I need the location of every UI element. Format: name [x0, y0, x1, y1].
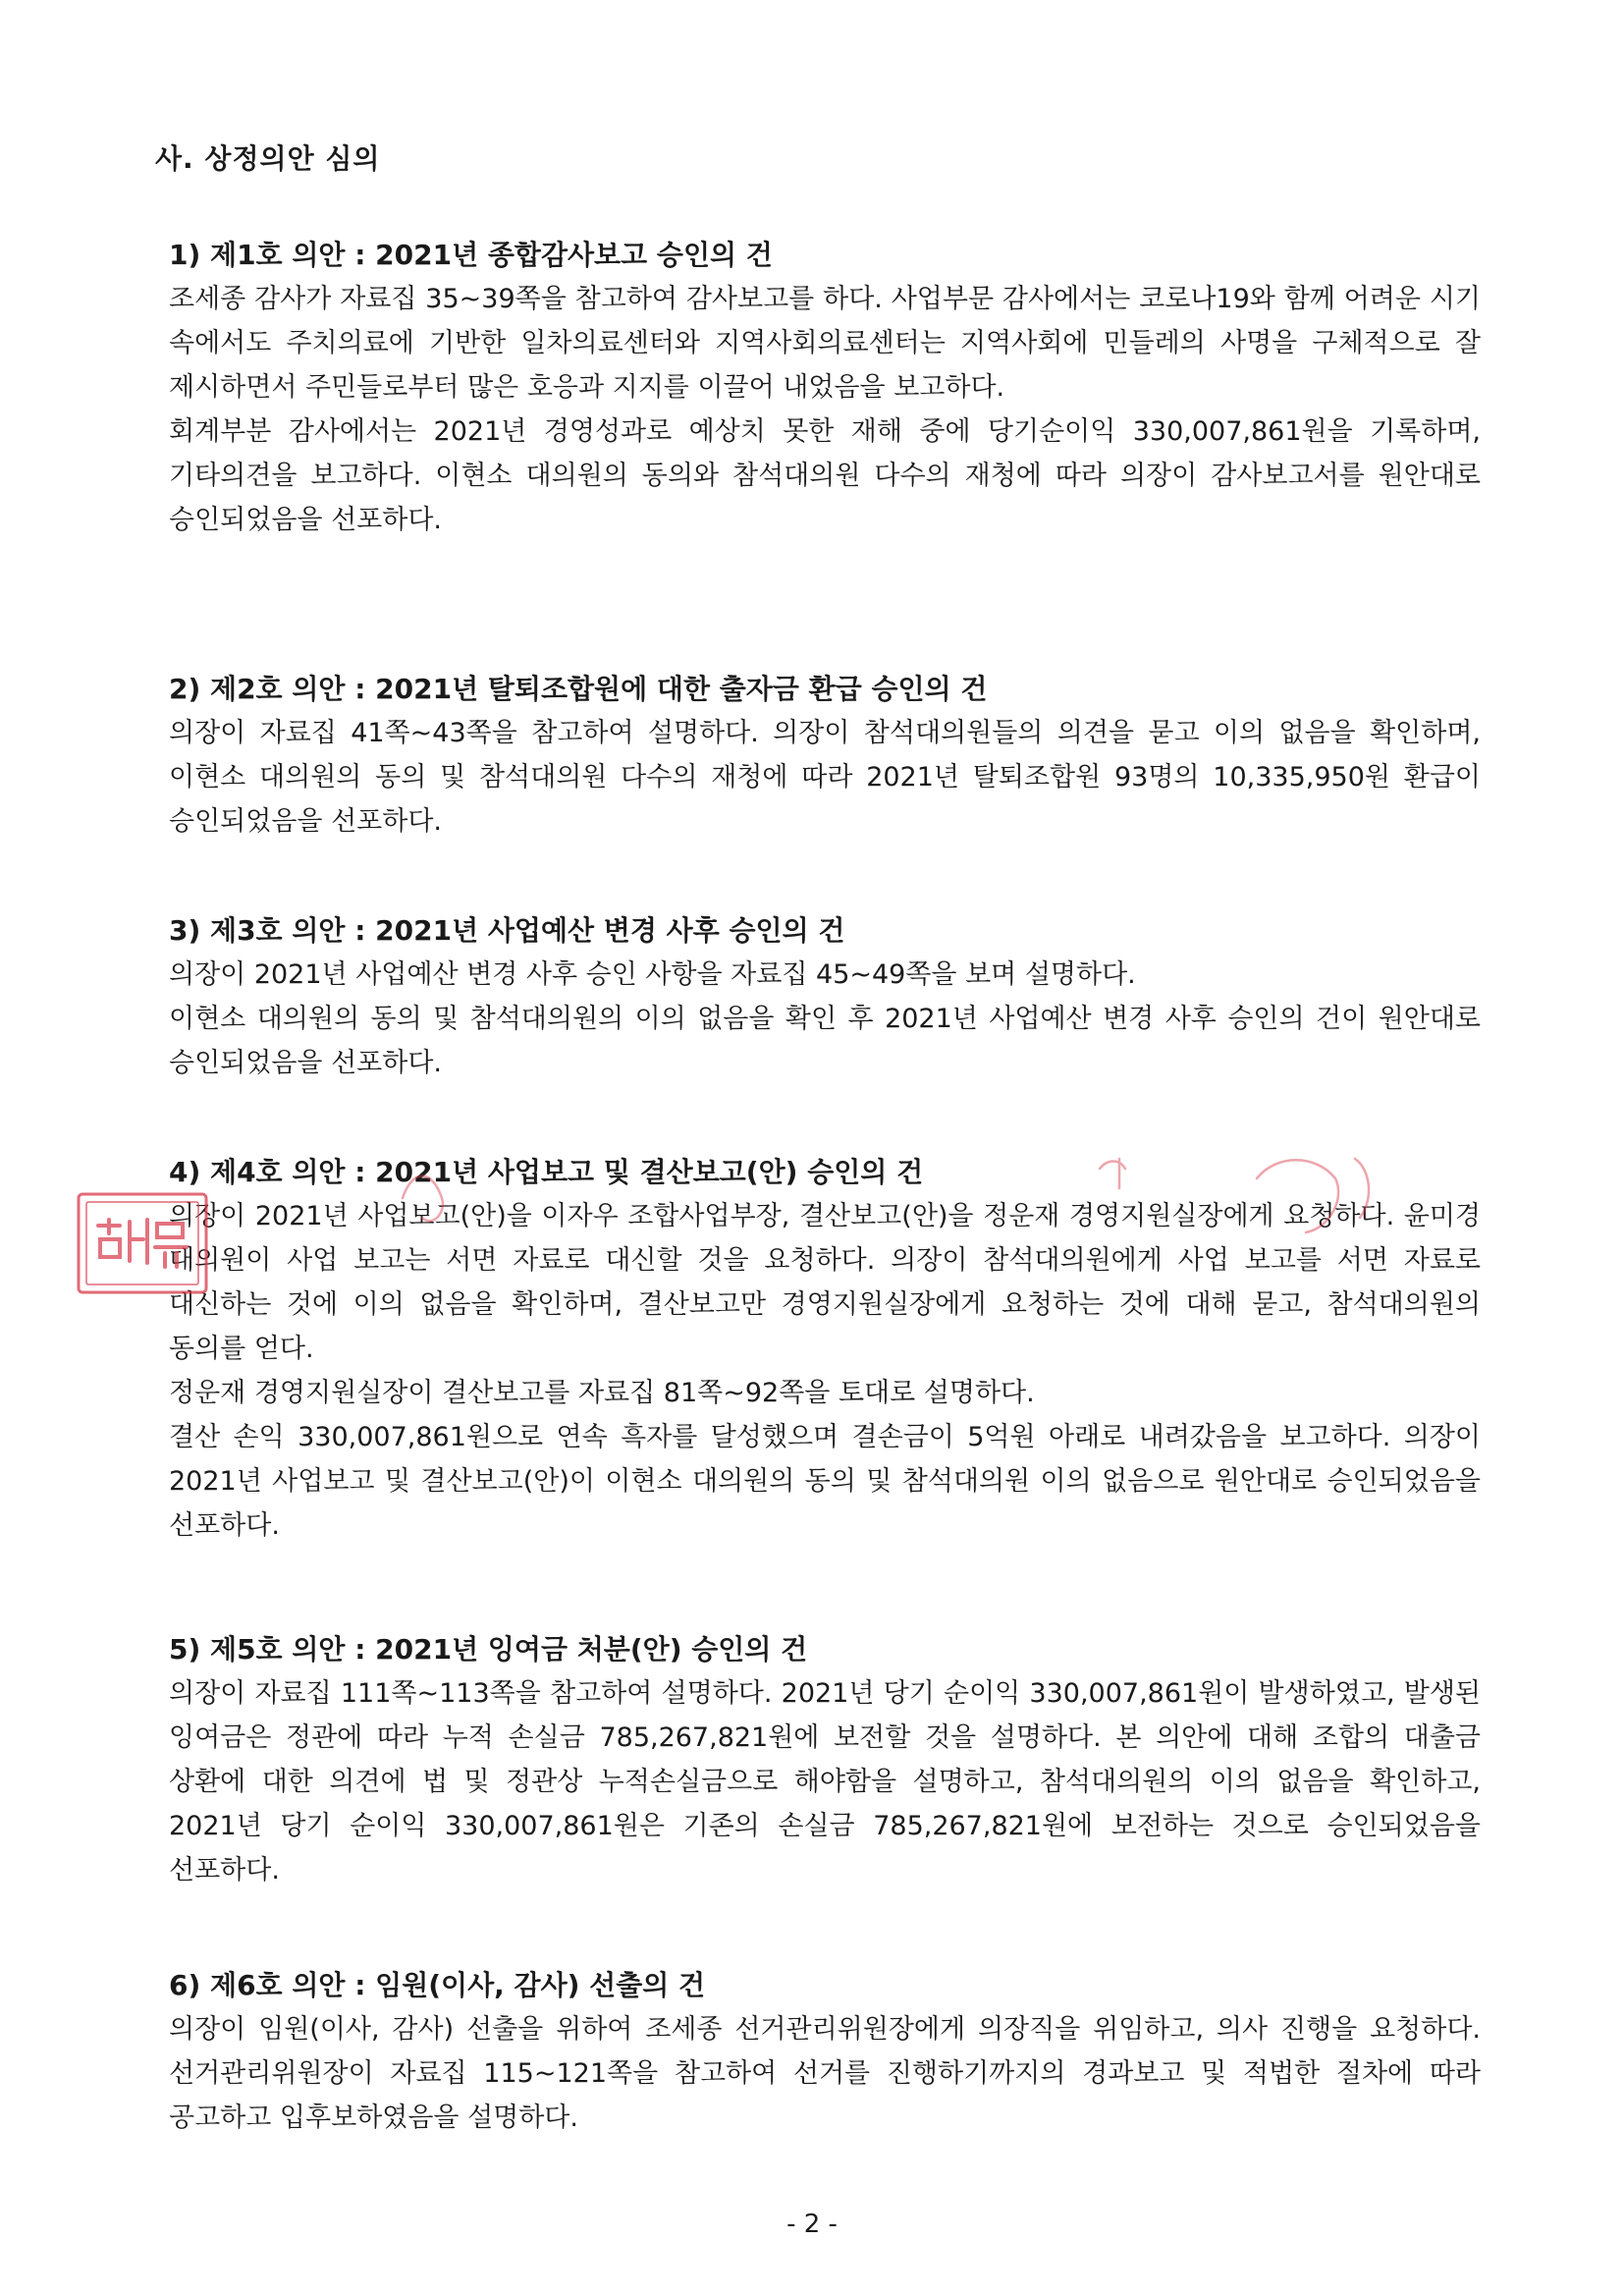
agenda-heading: 2) 제2호 의안 : 2021년 탈퇴조합원에 대한 출자금 환급 승인의 건 — [169, 673, 988, 705]
agenda-heading: 6) 제6호 의안 : 임원(이사, 감사) 선출의 건 — [169, 1969, 706, 2001]
agenda-paragraph: 의장이 임원(이사, 감사) 선출을 위하여 조세종 선거관리위원장에게 의장직을 위임하고, 의사 진행을 요청하다. 선거관리위원장이 자료집 115~121쪽을 참고하여 선거를 진행하기까지의 경과보고 및 적법한 절차에 따라 공고하고 입후보하였음을 설명하다. — [169, 2014, 1481, 2133]
agenda-heading: 1) 제1호 의안 : 2021년 종합감사보고 승인의 건 — [169, 239, 773, 271]
section-title: 사. 상정의안 심의 — [155, 142, 381, 175]
agenda-heading: 3) 제3호 의안 : 2021년 사업예산 변경 사후 승인의 건 — [169, 914, 845, 947]
agenda-item-4 — [169, 1151, 1481, 1548]
agenda-paragraph: 회계부분 감사에서는 2021년 경영성과로 예상치 못한 재해 중에 당기순이익 330,007,861원을 기록하며, 기타의견을 보고하다. 이현소 대의원의 동의와 참석대의원 다수의 재청에 따라 의장이 감사보고서를 원안대로 승인되었음을 선포하다. — [169, 416, 1481, 535]
agenda-paragraph: 의장이 2021년 사업보고(안)을 이자우 조합사업부장, 결산보고(안)을 정운재 경영지원실장에게 요청하다. 윤미경 대의원이 사업 보고는 서면 자료로 대신할 것을 요청하다. 의장이 참석대의원에게 사업 보고를 서면 자료로 대신하는 것에 이의 없음을 확인하며, 결산보고만 경영지원실장에게 요청하는 것에 대해 묻고, 참석대의원의 동의를 얻다. — [169, 1201, 1481, 1364]
agenda-paragraph: 의장이 자료집 41쪽~43쪽을 참고하여 설명하다. 의장이 참석대의원들의 의견을 묻고 이의 없음을 확인하며, 이현소 대의원의 동의 및 참석대의원 다수의 재청에 따라 2021년 탈퇴조합원 93명의 10,335,950원 환급이 승인되었음을 선포하다. — [169, 718, 1481, 837]
agenda-item-5 — [169, 1628, 1481, 1892]
agenda-item-2 — [169, 668, 1481, 844]
agenda-paragraph: 의장이 2021년 사업예산 변경 사후 승인 사항을 자료집 45~49쪽을 보며 설명하다. — [169, 959, 1136, 990]
agenda-paragraph: 조세종 감사가 자료집 35~39쪽을 참고하여 감사보고를 하다. 사업부문 감사에서는 코로나19와 함께 어려운 시기 속에서도 주치의료에 기반한 일차의료센터와 지역사회의료센터는 지역사회에 민들레의 사명을 구체적으로 잘 제시하면서 주민들로부터 많은 호응과 지지를 이끌어 내었음을 보고하다. — [169, 284, 1481, 403]
agenda-paragraph: 정운재 경영지원실장이 결산보고를 자료집 81쪽~92쪽을 토대로 설명하다. — [169, 1378, 1035, 1408]
agenda-paragraph: 결산 손익 330,007,861원으로 연속 흑자를 달성했으며 결손금이 5억원 아래로 내려갔음을 보고하다. 의장이 2021년 사업보고 및 결산보고(안)이 이현소 대의원의 동의 및 참석대의원 이의 없음으로 원안대로 승인되었음을 선포하다. — [169, 1422, 1481, 1541]
agenda-heading: 5) 제5호 의안 : 2021년 잉여금 처분(안) 승인의 건 — [169, 1633, 808, 1666]
agenda-item-1 — [169, 234, 1481, 542]
agenda-item-3 — [169, 909, 1481, 1085]
agenda-heading: 4) 제4호 의안 : 2021년 사업보고 및 결산보고(안) 승인의 건 — [169, 1156, 924, 1188]
agenda-item-6 — [169, 1964, 1481, 2140]
agenda-paragraph: 의장이 자료집 111쪽~113쪽을 참고하여 설명하다. 2021년 당기 순이익 330,007,861원이 발생하였고, 발생된 잉여금은 정관에 따라 누적 손실금 785,267,821원에 보전할 것을 설명하다. 본 의안에 대해 조합의 대출금 상환에 대한 의견에 법 및 정관상 누적손실금으로 해야함을 설명하고, 참석대의원의 이의 없음을 확인하고, 2021년 당기 순이익 330,007,861원은 기존의 손실금 785,267,821원에 보전하는 것으로 승인되었음을 선포하다. — [169, 1678, 1481, 1885]
page-number: - 2 - — [786, 2210, 838, 2239]
agenda-paragraph: 이현소 대의원의 동의 및 참석대의원의 이의 없음을 확인 후 2021년 사업예산 변경 사후 승인의 건이 원안대로 승인되었음을 선포하다. — [169, 1004, 1481, 1078]
